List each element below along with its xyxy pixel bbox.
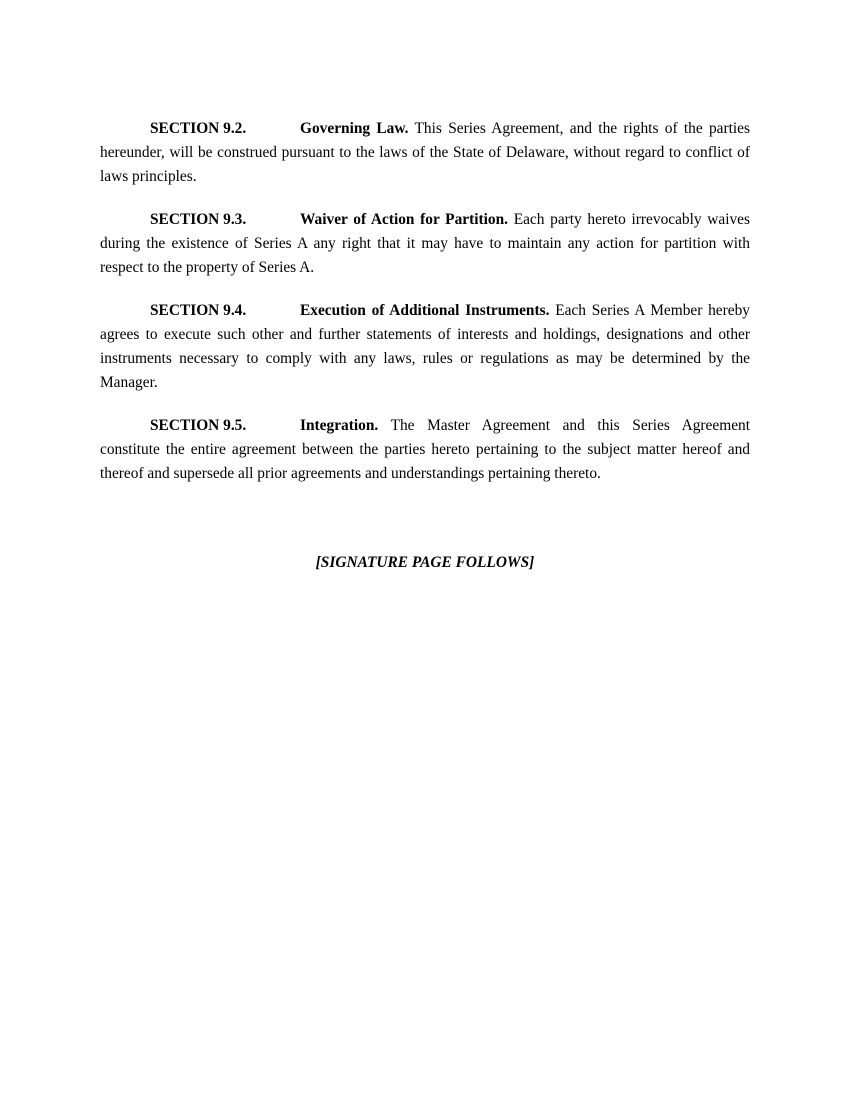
section-9-2 <box>100 117 750 189</box>
section-number: SECTION 9.2. <box>150 120 247 137</box>
section-9-5 <box>100 414 750 486</box>
section-text: This Series Agreement, and the rights of the parties hereunder, will be construed pursuant to the laws of the State of Delaware, without regard to conflict of laws principles. <box>100 120 750 185</box>
section-text: Each Series A Member hereby agrees to execute such other and further statements of interests and holdings, designations and other instruments necessary to comply with any laws, rules or regulations as may be determined by the Manager. <box>100 302 750 391</box>
section-number: SECTION 9.4. <box>150 302 247 319</box>
section-title: Governing Law. <box>300 120 409 137</box>
section-9-4 <box>100 299 750 395</box>
section-title: Integration. <box>300 417 379 434</box>
document-body <box>100 117 750 505</box>
signature-page-note: [SIGNATURE PAGE FOLLOWS] <box>315 554 535 571</box>
section-title: Execution of Additional Instruments. <box>300 302 550 319</box>
section-number: SECTION 9.3. <box>150 211 247 228</box>
section-text: The Master Agreement and this Series Agreement constitute the entire agreement between the parties hereto pertaining to the subject matter hereof and thereof and supersede all prior agreements and understandings pertaining thereto. <box>100 417 750 482</box>
section-number: SECTION 9.5. <box>150 417 247 434</box>
section-title: Waiver of Action for Partition. <box>300 211 509 228</box>
section-9-3 <box>100 208 750 280</box>
section-text: Each party hereto irrevocably waives during the existence of Series A any right that it may have to maintain any action for partition with respect to the property of Series A. <box>100 211 751 276</box>
